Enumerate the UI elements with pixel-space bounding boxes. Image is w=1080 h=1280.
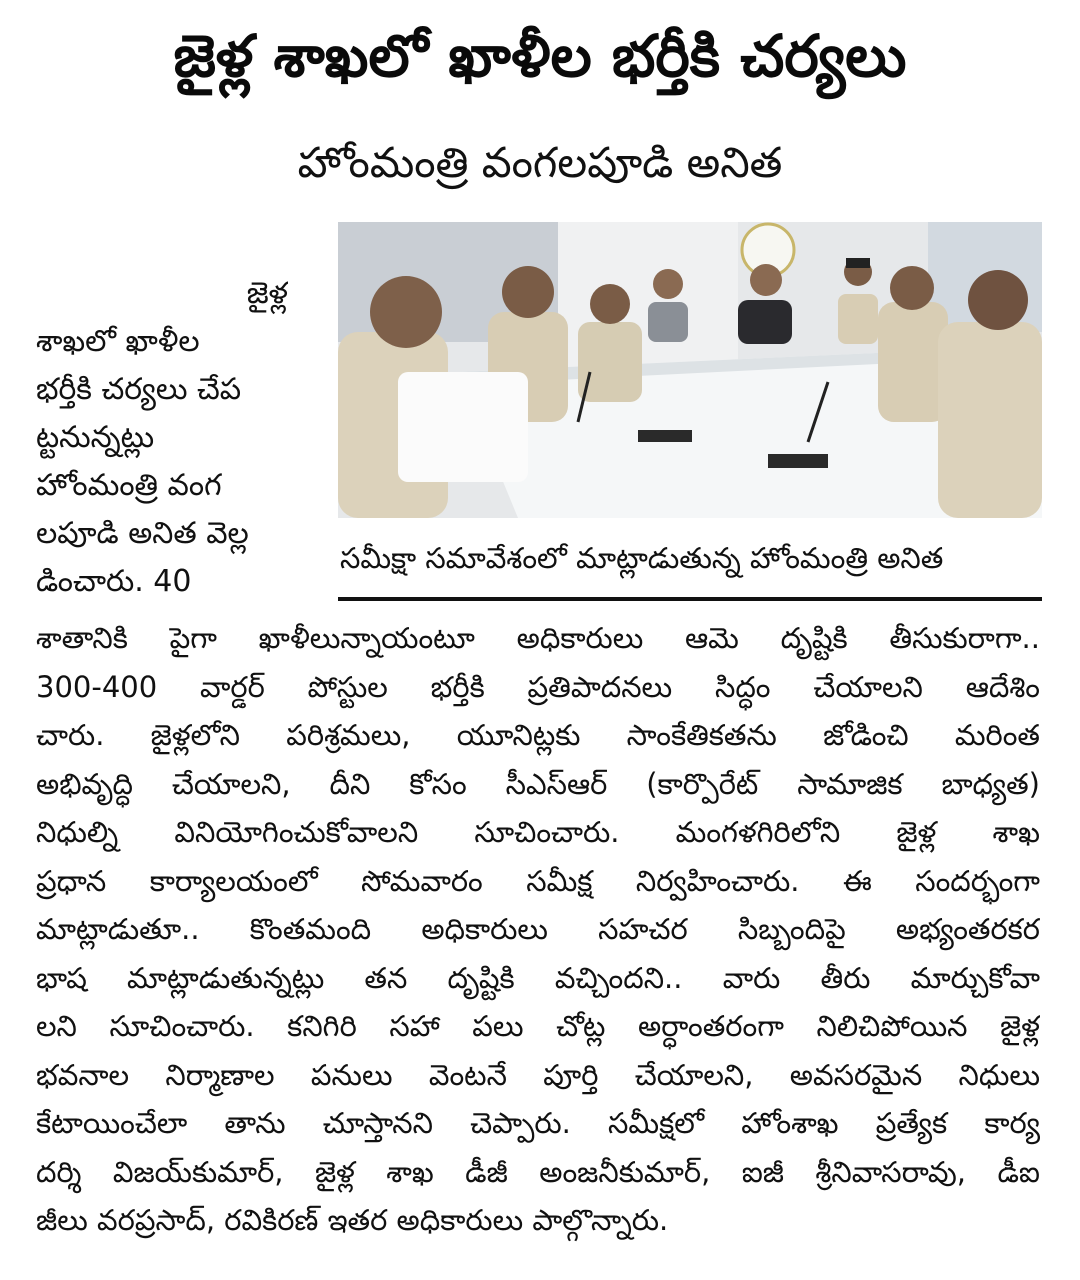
body-line: ప్రధాన కార్యాలయంలో సోమవారం సమీక్ష నిర్వహించారు. ఈ సందర్భంగా [36,863,1040,898]
intro-line: జైళ్ల [246,276,288,311]
body-line: నిధుల్ని వినియోగించుకోవాలని సూచించారు. మంగళగిరిలోని జైళ్ల శాఖ [36,815,1040,849]
caption-rule [338,597,1042,601]
intro-line: భర్తీకి చర్యలు చేప [36,372,242,407]
meeting-photo [338,222,1042,518]
subheadline: హోంమంత్రి వంగలపూడి అనిత [297,138,783,187]
intro-line: ట్టనున్నట్లు [36,420,155,455]
intro-line: శాఖలో ఖాళీల [36,324,200,359]
body-line: భవనాల నిర్మాణాల పనులు వెంటనే పూర్తి చేయాలని, అవసరమైన నిధులు [36,1057,1040,1092]
body-line: శాతానికి పైగా ఖాళీలున్నాయంటూ అధికారులు ఆమె దృష్టికి తీసుకురాగా.. [36,621,1040,655]
body-line: చారు. జైళ్లలోని పరిశ్రమలు, యూనిట్లకు సాంకేతికతను జోడించి మరింత [36,718,1040,752]
body-line: మాట్లాడుతూ.. కొంతమంది అధికారులు సహచర సిబ్బందిపై అభ్యంతరకర [36,912,1040,946]
photo-caption: సమీక్షా సమావేశంలో మాట్లాడుతున్న హోంమంత్రి అనిత [340,541,944,575]
headline: జైళ్ల శాఖలో ఖాళీల భర్తీకి చర్యలు [173,22,907,90]
meeting-photo-icon [338,222,1042,518]
body-line: కేటాయించేలా తాను చూస్తానని చెప్పారు. సమీక్షలో హోంశాఖ ప్రత్యేక కార్య [36,1106,1040,1140]
intro-line: హోంమంత్రి వంగ [36,468,222,503]
body-line: దర్శి విజయ్‌కుమార్, జైళ్ల శాఖ డీజీ అంజనీకుమార్, ఐజీ శ్రీనివాసరావు, డీఐ [36,1154,1040,1189]
body-line: అభివృద్ధి చేయాలని, దీని కోసం సీఎస్ఆర్ (కార్పొరేట్ సామాజిక బాధ్యత) [36,766,1040,801]
intro-line: లపూడి అనిత వెల్ల [36,516,249,551]
body-line: లని సూచించారు. కనిగిరి సహా పలు చోట్ల అర్ధాంతరంగా నిలిచిపోయిన జైళ్ల [36,1009,1040,1043]
intro-column [36,270,288,606]
article-body [36,614,1040,1245]
body-line: జీలు వరప్రసాద్, రవికిరణ్ ఇతర అధికారులు పాల్గొన్నారు. [36,1203,669,1237]
intro-line: డించారు. 40 [36,564,192,599]
body-line: 300-400 వార్డర్ పోస్టుల భర్తీకి ప్రతిపాదనలు సిద్ధం చేయాలని ఆదేశిం [36,669,1040,704]
body-line: భాష మాట్లాడుతున్నట్లు తన దృష్టికి వచ్చిందని.. వారు తీరు మార్చుకోవా [36,960,1040,995]
